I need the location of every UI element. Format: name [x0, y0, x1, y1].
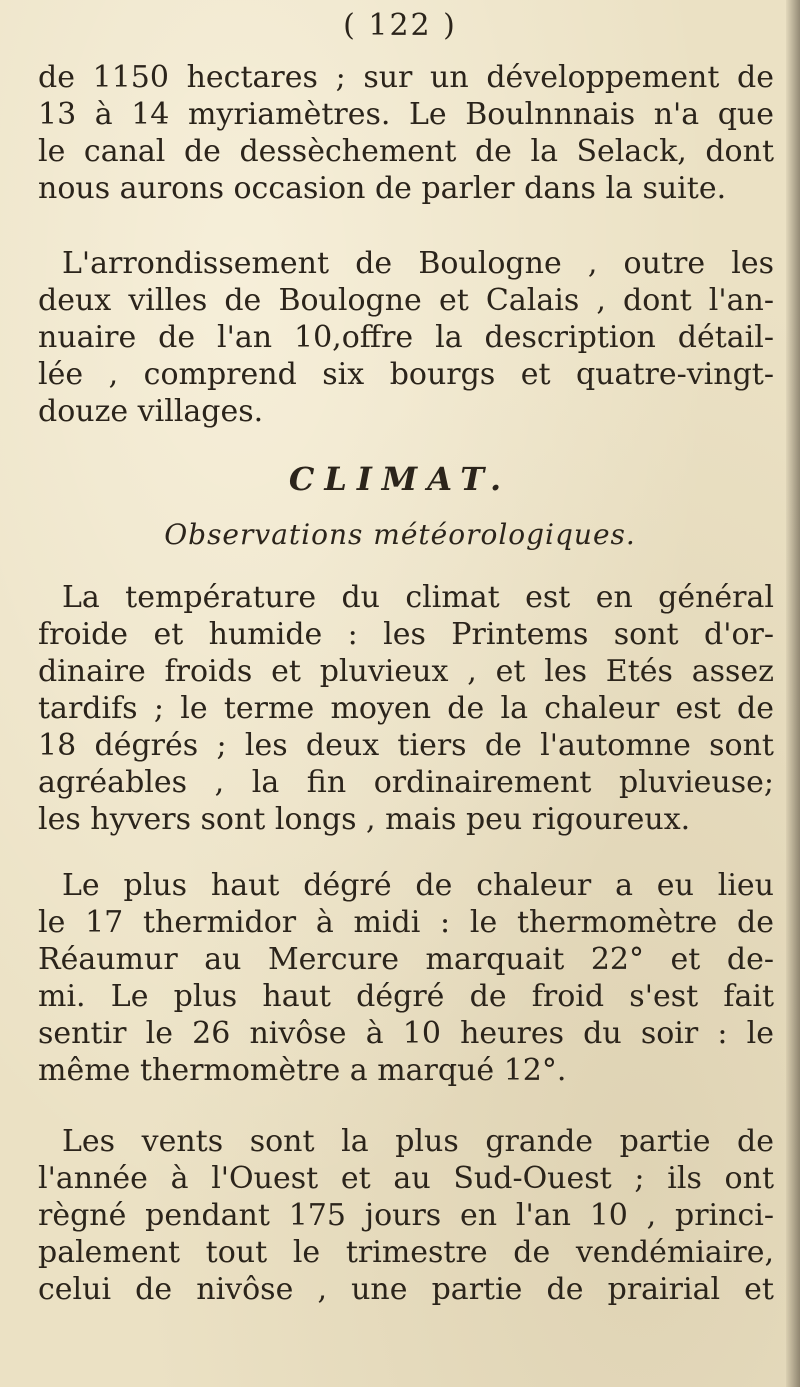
text-line: Le plus haut dégré de chaleur a eu lieu: [62, 868, 774, 903]
text-line: celui de nivôse , une partie de prairial et: [38, 1272, 774, 1307]
text-line: 13 à 14 myriamètres. Le Boulnnnais n'a que: [38, 97, 774, 132]
text-line: sentir le 26 nivôse à 10 heures du soir : le: [38, 1016, 774, 1051]
text-line: l'année à l'Ouest et au Sud-Ouest ; ils ont: [38, 1161, 774, 1196]
text-line: dinaire froids et pluvieux , et les Etés assez: [38, 654, 774, 689]
text-line: le canal de dessèchement de la Selack, dont: [38, 134, 774, 169]
text-line: nuaire de l'an 10,offre la description détail-: [38, 320, 774, 355]
page-number: ( 122 ): [343, 8, 457, 43]
text-line: palement tout le trimestre de vendémiaire,: [38, 1235, 774, 1270]
text-line: le 17 thermidor à midi : le thermomètre de: [38, 905, 774, 940]
text-line: deux villes de Boulogne et Calais , dont l'an-: [38, 283, 774, 318]
text-line: 18 dégrés ; les deux tiers de l'automne sont: [38, 728, 774, 763]
text-line: Réaumur au Mercure marquait 22° et de-: [38, 942, 774, 977]
page-edge-shadow: [786, 0, 800, 1387]
text-line: Les vents sont la plus grande partie de: [62, 1124, 774, 1159]
text-line: lée , comprend six bourgs et quatre-vingt-: [38, 357, 774, 392]
text-line: L'arrondissement de Boulogne , outre les: [62, 246, 774, 281]
text-line: nous aurons occasion de parler dans la suite.: [38, 171, 727, 206]
section-title: CLIMAT.: [288, 460, 512, 498]
text-line: règné pendant 175 jours en l'an 10 , princi-: [38, 1198, 774, 1233]
section-subtitle: Observations météorologiques.: [164, 518, 636, 551]
text-line: même thermomètre a marqué 12°.: [38, 1053, 567, 1088]
text-line: agréables , la fin ordinairement pluvieuse;: [38, 765, 774, 800]
text-line: douze villages.: [38, 394, 264, 429]
text-line: mi. Le plus haut dégré de froid s'est fait: [38, 979, 774, 1014]
text-line: les hyvers sont longs , mais peu rigoureux.: [38, 802, 691, 837]
text-line: La température du climat est en général: [62, 580, 774, 615]
text-line: de 1150 hectares ; sur un développement de: [38, 60, 774, 95]
text-line: tardifs ; le terme moyen de la chaleur est de: [38, 691, 774, 726]
text-line: froide et humide : les Printems sont d'or-: [38, 617, 774, 652]
